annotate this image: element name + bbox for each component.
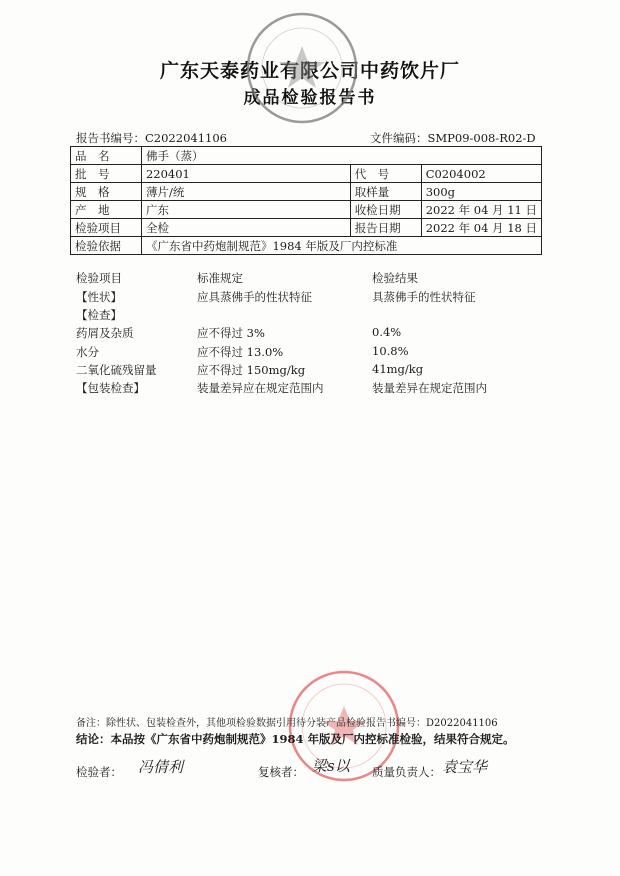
report-number: 报告书编号：C2022041106 — [76, 131, 227, 145]
result-std: 应不得过 13.0% — [197, 344, 284, 359]
table-row — [71, 165, 542, 183]
company-name: 广东天泰药业有限公司中药饮片厂 — [159, 60, 460, 82]
result-std: 应不得过 3% — [197, 326, 265, 341]
result-std: 装量差异应在规定范围内 — [197, 381, 324, 395]
spec-label: 规 格 — [71, 183, 142, 201]
result-item: 二氧化硫残留量 — [76, 362, 157, 377]
inspector-label: 检验者： — [76, 765, 122, 779]
items-label: 检验项目 — [71, 219, 142, 237]
company-seal-top — [244, 10, 360, 126]
origin-value: 广东 — [141, 201, 350, 219]
result-item: 【性状】 — [76, 290, 122, 304]
origin-label: 产 地 — [71, 201, 142, 219]
sample-label: 取样量 — [350, 183, 421, 201]
inspector-signature: 冯倩利 — [138, 758, 184, 776]
result-result: 0.4% — [372, 325, 402, 340]
document-title: 成品检验报告书 — [243, 88, 377, 108]
table-row — [71, 147, 542, 165]
report-date-value: 2022 年 04 月 18 日 — [421, 219, 541, 237]
reviewer-label: 复核者： — [258, 765, 304, 779]
received-value: 2022 年 04 月 11 日 — [421, 201, 541, 219]
table-row — [71, 201, 542, 219]
file-number: 文件编码：SMP09-008-R02-D — [370, 131, 536, 145]
result-result: 具蒸佛手的性状特征 — [372, 290, 476, 304]
result-item: 水分 — [76, 344, 99, 359]
table-row — [71, 183, 542, 201]
reviewer-signature: 梁s以 — [312, 757, 350, 775]
remark: 备注：除性状、包装检查外，其他项检验数据引用待分装产品检验报告书编号：D2022041106 — [76, 718, 498, 729]
basis-label: 检验依据 — [71, 237, 142, 255]
result-result: 10.8% — [372, 343, 409, 358]
result-item: 【检查】 — [76, 308, 122, 323]
product-label: 品 名 — [71, 147, 142, 165]
result-item: 【包装检查】 — [76, 381, 145, 395]
received-label: 收检日期 — [350, 201, 421, 219]
results-col-std: 标准规定 — [197, 271, 243, 285]
sample-value: 300g — [421, 183, 541, 201]
result-std: 应具蒸佛手的性状特征 — [197, 290, 312, 304]
items-value: 全检 — [141, 219, 350, 237]
results-col-item: 检验项目 — [76, 271, 122, 285]
code-label: 代 号 — [350, 165, 421, 183]
info-table — [70, 146, 542, 255]
qa-signature: 袁宝华 — [442, 758, 488, 776]
basis-value: 《广东省中药炮制规范》1984 年版及厂内控标准 — [141, 237, 541, 255]
qa-label: 质量负责人： — [372, 765, 441, 779]
batch-label: 批 号 — [71, 165, 142, 183]
spec-value: 薄片/统 — [141, 183, 350, 201]
table-row — [71, 237, 542, 255]
result-std: 应不得过 150mg/kg — [197, 362, 306, 377]
results-col-result: 检验结果 — [372, 271, 418, 285]
conclusion: 结论：本品按《广东省中药炮制规范》1984 年版及厂内控标准检验，结果符合规定。 — [76, 732, 515, 746]
result-result: 41mg/kg — [372, 361, 424, 376]
report-date-label: 报告日期 — [350, 219, 421, 237]
result-result: 装量差异在规定范围内 — [372, 381, 487, 395]
code-value: C0204002 — [421, 165, 541, 183]
result-item: 药屑及杂质 — [76, 326, 134, 341]
product-value: 佛手（蒸） — [141, 147, 541, 165]
batch-value: 220401 — [141, 165, 350, 183]
table-row — [71, 219, 542, 237]
